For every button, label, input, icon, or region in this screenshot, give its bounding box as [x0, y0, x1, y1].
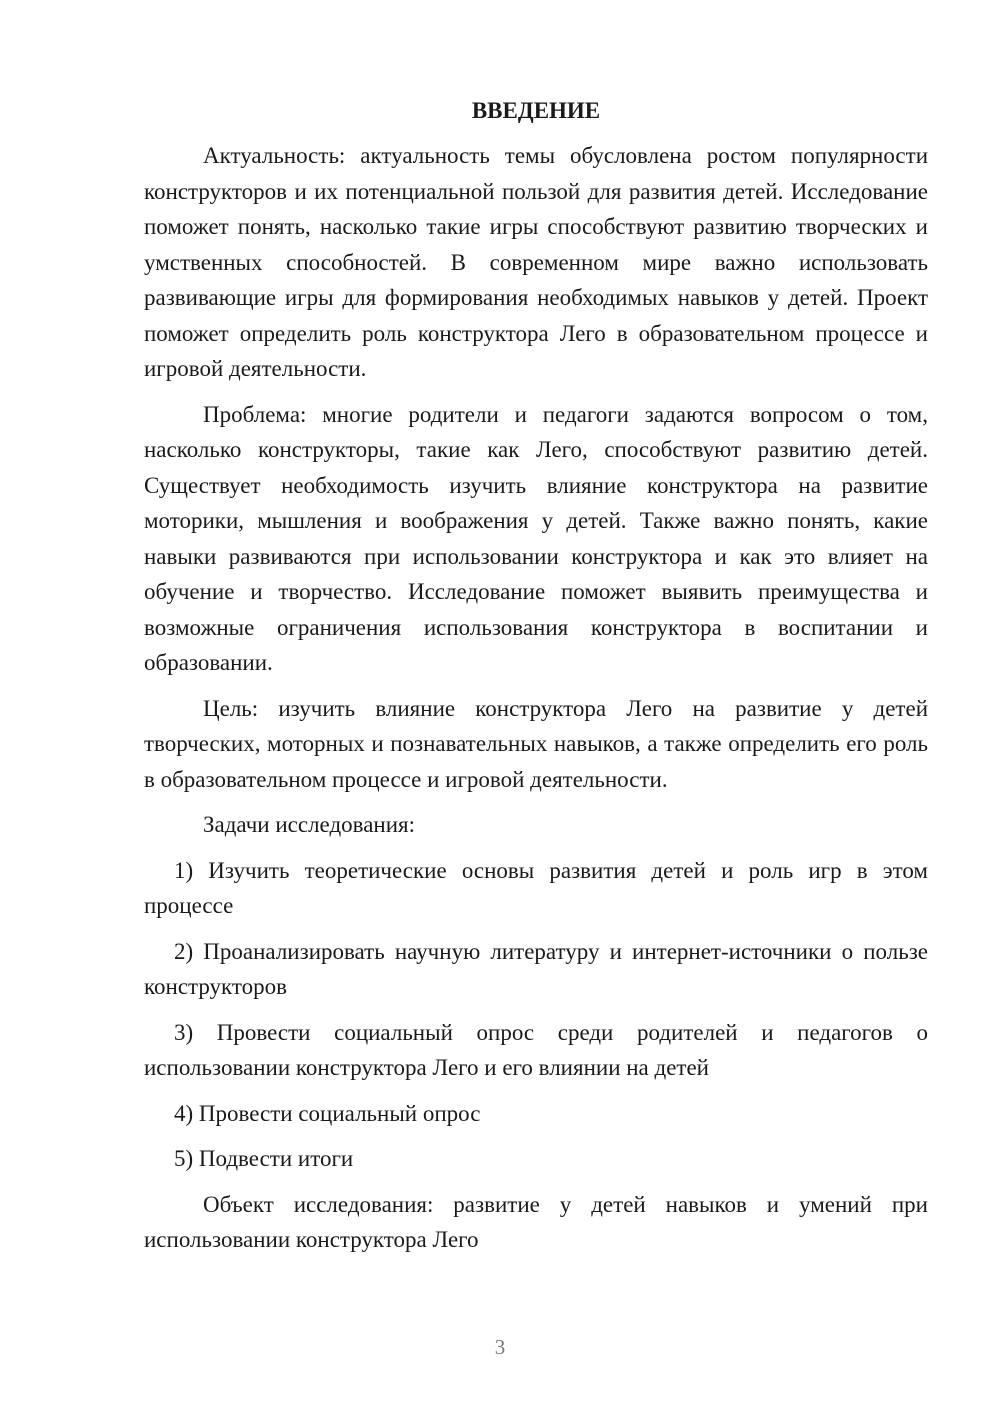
- problem-paragraph: Проблема: многие родители и педагоги задаются вопросом о том, насколько конструкторы, такие как Лего, способствуют развитию детей. Существует необходимость изучить влияние конструктора на развитие моторики, мышления и воображения у детей. Также важно понять, какие навыки развиваются при использовании конструктора и как это влияет на обучение и творчество. Исследование поможет выявить преимущества и возможные ограничения использования конструктора в воспитании и образовании.: [144, 401, 928, 675]
- goal-paragraph: Цель: изучить влияние конструктора Лего на развитие у детей творческих, моторных и познавательных навыков, а также определить его роль в образовательном процессе и игровой деятельности.: [144, 695, 928, 792]
- task-item-1: 1) Изучить теоретические основы развития детей и роль игр в этом процессе: [144, 857, 928, 918]
- page-content: [144, 95, 928, 1268]
- section-heading: ВВЕДЕНИЕ: [471, 98, 601, 123]
- research-object-paragraph: Объект исследования: развитие у детей навыков и умений при использовании конструктора Лего: [144, 1191, 928, 1252]
- page-number: 3: [494, 1335, 506, 1359]
- task-item-5: 5) Подвести итоги: [174, 1146, 354, 1171]
- task-item-4: 4) Провести социальный опрос: [174, 1100, 481, 1126]
- task-item-3: 3) Провести социальный опрос среди родителей и педагогов о использовании конструктора Лего и его влиянии на детей: [144, 1019, 928, 1080]
- tasks-heading: Задачи исследования:: [203, 812, 416, 837]
- task-item-2: 2) Проанализировать научную литературу и интернет-источники о пользе конструкторов: [144, 938, 928, 999]
- relevance-paragraph: Актуальность: актуальность темы обусловлена ростом популярности конструкторов и их потенциальной пользой для развития детей. Исследование поможет понять, насколько такие игры способствуют развитию творческих и умственных способностей. В современном мире важно использовать развивающие игры для формирования необходимых навыков у детей. Проект поможет определить роль конструктора Лего в образовательном процессе и игровой деятельности.: [144, 143, 928, 381]
